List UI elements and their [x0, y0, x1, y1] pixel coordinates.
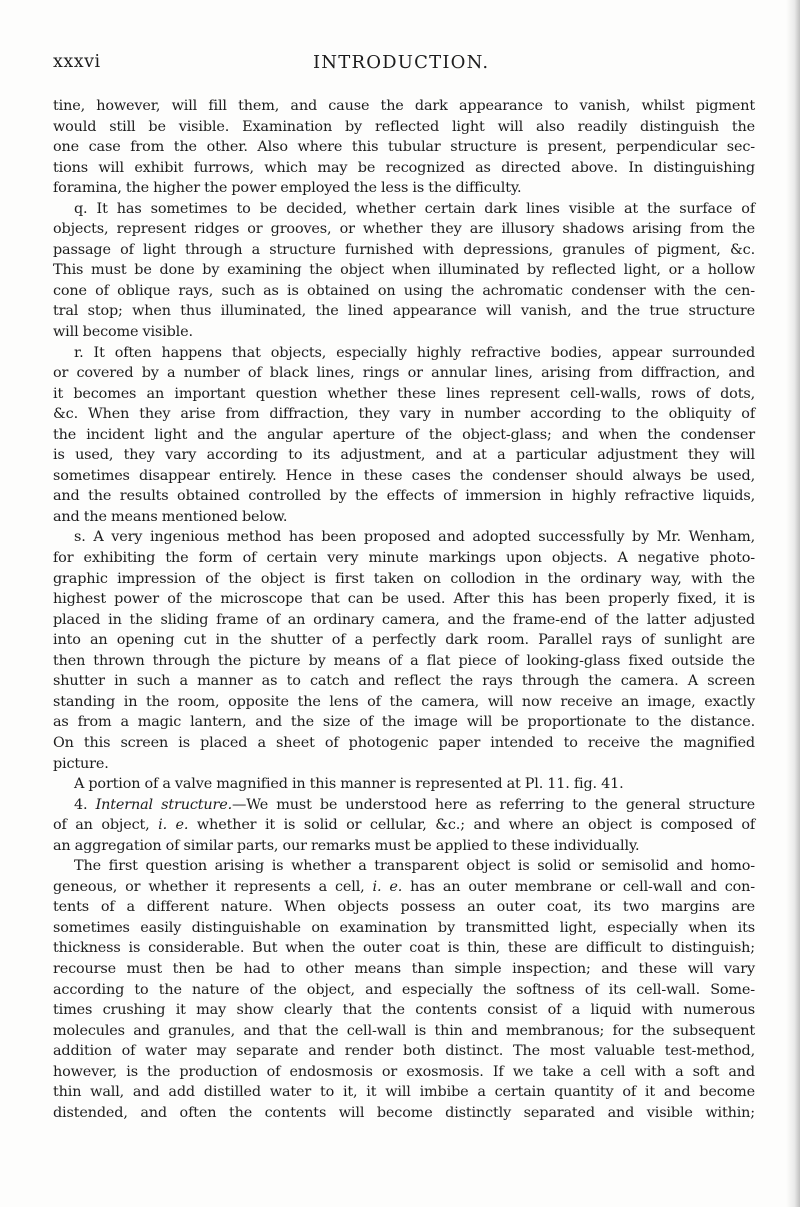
text-line: picture. — [53, 755, 109, 772]
text-line: or covered by a number of black lines, rings or annular lines, arising from diffraction, and — [53, 365, 755, 382]
text-line: tine, however, will fill them, and cause the dark appearance to vanish, whilst pigment — [53, 98, 755, 114]
text-line: however, is the production of endosmosis or exosmosis. If we take a cell with a soft and — [53, 1063, 755, 1080]
text-line: highest power of the microscope that can be used. After this has been properly fixed, it is — [53, 591, 755, 608]
text-line: distended, and often the contents will become distinctly separated and visible within; — [53, 1104, 755, 1121]
text-line: and the means mentioned below. — [53, 508, 288, 525]
text-line: thin wall, and add distilled water to it, it will imbibe a certain quantity of it and become — [53, 1084, 755, 1101]
text-line: tions will exhibit furrows, which may be recognized as directed above. In distinguishing — [53, 159, 755, 176]
text-line: thickness is considerable. But when the outer coat is thin, these are difficult to distinguish; — [53, 940, 755, 957]
text-line: cone of oblique rays, such as is obtained on using the achromatic condenser with the cen- — [53, 282, 755, 299]
text-line: the incident light and the angular aperture of the object-glass; and when the condenser — [53, 426, 755, 443]
text-line: it becomes an important question whether these lines represent cell-walls, rows of dots, — [53, 385, 755, 402]
text-line: The first question arising is whether a transparent object is solid or semisolid and homo- — [74, 858, 755, 875]
text-line: q. It has sometimes to be decided, whether certain dark lines visible at the surface of — [74, 200, 755, 217]
text-line: tents of a different nature. When objects possess an outer coat, its two margins are — [53, 899, 755, 916]
text-line: sometimes easily distinguishable on examination by transmitted light, especially when its — [53, 919, 755, 936]
text-line: is used, they vary according to its adjustment, and at a particular adjustment they will — [53, 447, 755, 464]
text-line: and the results obtained controlled by the effects of immersion in highly refractive liquids, — [53, 488, 755, 505]
text-line: one case from the other. Also where this tubular structure is present, perpendicular sec- — [53, 139, 755, 156]
page-number: xxxvi — [53, 52, 101, 72]
text-line: an aggregation of similar parts, our remarks must be applied to these individually. — [53, 837, 640, 854]
text-line: objects, represent ridges or grooves, or whether they are illusory shadows arising from the — [53, 221, 755, 238]
text-line: &c. When they arise from diffraction, they vary in number according to the obliquity of — [53, 406, 755, 423]
page-edge-shadow — [786, 0, 800, 1207]
text-line: times crushing it may show clearly that the contents consist of a liquid with numerous — [53, 1002, 755, 1019]
text-line: graphic impression of the object is first taken on collodion in the ordinary way, with the — [53, 570, 755, 587]
text-line: sometimes disappear entirely. Hence in these cases the condenser should always be used, — [53, 467, 755, 484]
text-line: then thrown through the picture by means of a flat piece of looking-glass fixed outside the — [53, 652, 755, 669]
text-line: tral stop; when thus illuminated, the lined appearance will vanish, and the true structure — [53, 303, 755, 320]
text-line: for exhibiting the form of certain very minute markings upon objects. A negative photo- — [53, 550, 755, 567]
text-line: recourse must then be had to other means than simple inspection; and these will vary — [53, 960, 755, 977]
text-line: would still be visible. Examination by reflected light will also readily distinguish the — [53, 118, 755, 135]
text-line: On this screen is placed a sheet of photogenic paper intended to receive the magnified — [53, 734, 755, 751]
text-line: r. It often happens that objects, especially highly refractive bodies, appear surrounded — [74, 344, 755, 361]
text-line: according to the nature of the object, and especially the softness of its cell-wall. Some- — [53, 981, 755, 998]
text-line: s. A very ingenious method has been proposed and adopted successfully by Mr. Wenham, — [74, 529, 755, 546]
text-line: addition of water may separate and render both distinct. The most valuable test-method, — [53, 1043, 755, 1060]
running-title: INTRODUCTION. — [313, 52, 490, 73]
text-line: foramina, the higher the power employed the less is the difficulty. — [53, 180, 522, 197]
text-line: shutter in such a manner as to catch and reflect the rays through the camera. A screen — [53, 673, 755, 690]
text-line: molecules and granules, and that the cell-wall is thin and membranous; for the subsequent — [53, 1022, 755, 1039]
text-line: passage of light through a structure furnished with depressions, granules of pigment, &c. — [53, 241, 755, 258]
text-line: This must be done by examining the object when illuminated by reflected light, or a hollow — [53, 262, 755, 279]
text-line: placed in the sliding frame of an ordinary camera, and the frame-end of the latter adjusted — [53, 611, 755, 628]
text-line: standing in the room, opposite the lens of the camera, will now receive an image, exactly — [53, 693, 755, 710]
text-line: geneous, or whether it represents a cell, i. e. has an outer membrane or cell-wall and con- — [53, 878, 756, 895]
text-line: into an opening cut in the shutter of a perfectly dark room. Parallel rays of sunlight are — [53, 632, 755, 649]
text-line: 4. Internal structure.—We must be understood here as referring to the general structure — [74, 796, 755, 813]
text-line: A portion of a valve magnified in this manner is represented at Pl. 11. fig. 41. — [74, 776, 624, 793]
body-text — [53, 96, 755, 1123]
text-line: will become visible. — [53, 324, 193, 341]
text-line: of an object, i. e. whether it is solid or cellular, &c.; and where an object is composed of — [53, 817, 756, 834]
page-header — [53, 52, 755, 78]
text-line: as from a magic lantern, and the size of the image will be proportionate to the distance. — [53, 714, 755, 731]
